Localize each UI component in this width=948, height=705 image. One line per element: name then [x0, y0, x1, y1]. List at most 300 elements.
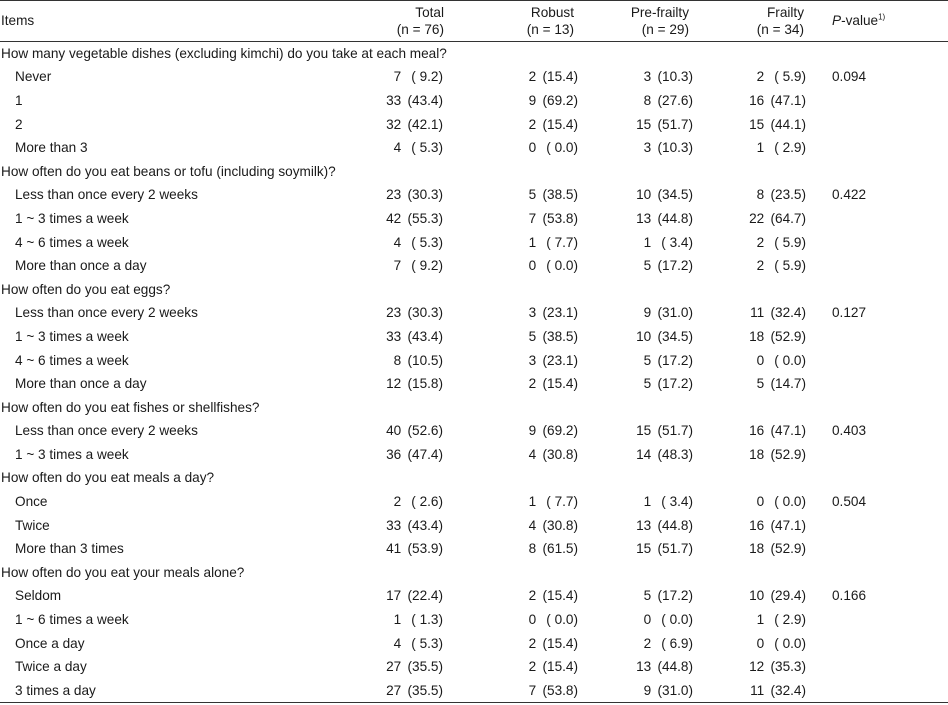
- p-value-cell: [808, 207, 948, 231]
- p-value-cell: [808, 112, 948, 136]
- cell-frailty: [693, 584, 808, 608]
- cell-total: [318, 537, 448, 561]
- percent-value: ( 5.9): [774, 234, 806, 250]
- table-row: [0, 608, 948, 632]
- percent-value: (17.2): [657, 588, 693, 604]
- count-value: 11: [750, 305, 765, 321]
- count-value: 33: [386, 517, 402, 533]
- count-value: 2: [528, 69, 537, 85]
- cell-robust: [448, 254, 578, 278]
- cell-total: [318, 584, 448, 608]
- count-value: 16: [749, 92, 765, 108]
- cell-pre: [578, 207, 693, 231]
- count-value: 15: [636, 116, 652, 132]
- count-value: 4: [393, 234, 402, 250]
- cell-pre: [578, 348, 693, 372]
- count-value: 16: [749, 423, 765, 439]
- table-row: [0, 183, 948, 207]
- question-text: How often do you eat meals a day?: [1, 470, 215, 486]
- count-value: 5: [528, 187, 537, 203]
- percent-value: (22.4): [407, 588, 443, 604]
- table-row: [0, 372, 948, 396]
- cell-pre: [578, 490, 693, 514]
- percent-value: (15.8): [407, 376, 443, 392]
- cell-frailty: [693, 301, 808, 325]
- count-value: 5: [528, 328, 537, 344]
- cell-frailty: [693, 490, 808, 514]
- question-row: [0, 42, 948, 66]
- percent-value: (17.2): [657, 352, 693, 368]
- cell-frailty: [693, 679, 808, 703]
- response-option-label: More than once a day: [15, 258, 147, 274]
- count-value: 0: [528, 140, 537, 156]
- table-row: [0, 230, 948, 254]
- count-value: 17: [386, 588, 402, 604]
- count-value: 10: [749, 588, 765, 604]
- cell-pre: [578, 584, 693, 608]
- cell-frailty: [693, 419, 808, 443]
- response-option-label: 4 ~ 6 times a week: [15, 352, 129, 368]
- count-value: 27: [386, 682, 402, 698]
- header-p-value: [808, 1, 948, 42]
- percent-value: (34.5): [657, 187, 693, 203]
- question-text: How often do you eat eggs?: [1, 281, 171, 297]
- percent-value: ( 5.3): [411, 140, 443, 156]
- count-value: 2: [528, 588, 537, 604]
- percent-value: (10.3): [657, 140, 693, 156]
- percent-value: (55.3): [407, 210, 443, 226]
- cell-total: [318, 230, 448, 254]
- percent-value: ( 0.0): [546, 258, 578, 274]
- percent-value: ( 0.0): [546, 140, 578, 156]
- cell-frailty: [693, 65, 808, 89]
- cell-total: [318, 325, 448, 349]
- cell-frailty: [693, 230, 808, 254]
- cell-frailty: [693, 89, 808, 113]
- count-value: 12: [749, 659, 765, 675]
- count-value: 13: [636, 659, 652, 675]
- count-value: 23: [386, 305, 402, 321]
- percent-value: (69.2): [542, 423, 578, 439]
- cell-robust: [448, 325, 578, 349]
- cell-robust: [448, 89, 578, 113]
- percent-value: ( 3.4): [661, 494, 693, 510]
- percent-value: (48.3): [657, 446, 693, 462]
- cell-frailty: [693, 537, 808, 561]
- cell-pre: [578, 183, 693, 207]
- cell-robust: [448, 537, 578, 561]
- p-value-cell: [808, 655, 948, 679]
- percent-value: (44.8): [657, 659, 693, 675]
- cell-robust: [448, 112, 578, 136]
- percent-value: (30.8): [542, 446, 578, 462]
- p-value-cell: [808, 608, 948, 632]
- count-value: 5: [643, 376, 652, 392]
- count-value: 42: [386, 210, 402, 226]
- percent-value: (53.8): [542, 682, 578, 698]
- percent-value: ( 0.0): [774, 635, 806, 651]
- percent-value: ( 0.0): [661, 612, 693, 628]
- header-row: [0, 1, 948, 42]
- cell-total: [318, 490, 448, 514]
- cell-total: [318, 443, 448, 467]
- count-value: 18: [749, 541, 765, 557]
- percent-value: (35.5): [407, 659, 443, 675]
- cell-robust: [448, 679, 578, 703]
- percent-value: ( 9.2): [411, 258, 443, 274]
- header-p-rest: -value: [841, 13, 879, 28]
- cell-total: [318, 608, 448, 632]
- count-value: 1: [393, 612, 402, 628]
- question-text: How many vegetable dishes (excluding kimchi) do you take at each meal?: [1, 46, 447, 62]
- percent-value: (43.4): [407, 92, 443, 108]
- header-frailty-n: (n = 34): [756, 22, 804, 37]
- count-value: 32: [386, 116, 402, 132]
- table-row: [0, 301, 948, 325]
- p-value-cell: [808, 679, 948, 703]
- percent-value: (43.4): [407, 328, 443, 344]
- percent-value: (44.8): [657, 517, 693, 533]
- count-value: 2: [756, 69, 765, 85]
- count-value: 18: [749, 328, 765, 344]
- cell-total: [318, 631, 448, 655]
- table-row: [0, 631, 948, 655]
- cell-total: [318, 301, 448, 325]
- response-option-label: More than 3: [15, 140, 88, 156]
- percent-value: (15.4): [542, 69, 578, 85]
- count-value: 40: [386, 423, 402, 439]
- question-text: How often do you eat fishes or shellfishes?: [1, 399, 260, 415]
- question-row: [0, 466, 948, 490]
- response-option-label: Twice a day: [15, 659, 87, 675]
- cell-total: [318, 207, 448, 231]
- percent-value: (61.5): [542, 541, 578, 557]
- response-option-label: Never: [15, 69, 52, 85]
- count-value: 8: [643, 92, 652, 108]
- p-value-cell: [808, 348, 948, 372]
- count-value: 9: [528, 423, 537, 439]
- percent-value: (23.1): [542, 352, 578, 368]
- count-value: 2: [528, 635, 537, 651]
- cell-robust: [448, 513, 578, 537]
- cell-frailty: [693, 443, 808, 467]
- count-value: 33: [386, 328, 402, 344]
- count-value: 33: [386, 92, 402, 108]
- cell-pre: [578, 325, 693, 349]
- percent-value: ( 0.0): [774, 352, 806, 368]
- percent-value: (10.5): [407, 352, 443, 368]
- p-value-cell: [808, 325, 948, 349]
- percent-value: (35.5): [407, 682, 443, 698]
- cell-pre: [578, 443, 693, 467]
- cell-total: [318, 65, 448, 89]
- p-value-cell: [808, 230, 948, 254]
- percent-value: ( 2.6): [411, 494, 443, 510]
- percent-value: ( 9.2): [411, 69, 443, 85]
- count-value: 1: [643, 234, 652, 250]
- cell-robust: [448, 584, 578, 608]
- count-value: 3: [528, 305, 537, 321]
- header-frailty-label: Frailty: [766, 5, 804, 20]
- percent-value: (23.1): [542, 305, 578, 321]
- p-value-cell: [808, 631, 948, 655]
- response-option-label: 1 ~ 3 times a week: [15, 328, 129, 344]
- p-value-cell: [808, 443, 948, 467]
- cell-pre: [578, 230, 693, 254]
- percent-value: (27.6): [657, 92, 693, 108]
- percent-value: (51.7): [657, 423, 693, 439]
- count-value: 23: [386, 187, 402, 203]
- cell-frailty: [693, 183, 808, 207]
- count-value: 0: [528, 612, 537, 628]
- p-value-cell: [808, 89, 948, 113]
- cell-total: [318, 419, 448, 443]
- percent-value: ( 5.9): [774, 258, 806, 274]
- percent-value: ( 2.9): [774, 140, 806, 156]
- percent-value: ( 2.9): [774, 612, 806, 628]
- cell-total: [318, 679, 448, 703]
- question-row: [0, 159, 948, 183]
- percent-value: ( 5.3): [411, 234, 443, 250]
- p-value-cell: 0.504: [832, 494, 867, 510]
- p-value-cell: 0.166: [832, 588, 867, 604]
- table-row: [0, 490, 948, 514]
- percent-value: (42.1): [407, 116, 443, 132]
- count-value: 18: [749, 446, 765, 462]
- cell-pre: [578, 679, 693, 703]
- percent-value: ( 7.7): [546, 494, 578, 510]
- percent-value: ( 6.9): [661, 635, 693, 651]
- cell-robust: [448, 230, 578, 254]
- response-option-label: 1 ~ 3 times a week: [15, 210, 129, 226]
- cell-pre: [578, 655, 693, 679]
- percent-value: (17.2): [657, 258, 693, 274]
- table-body: [0, 42, 948, 703]
- count-value: 1: [756, 612, 765, 628]
- response-option-label: 4 ~ 6 times a week: [15, 234, 129, 250]
- count-value: 2: [643, 635, 652, 651]
- response-option-label: Once a day: [15, 635, 85, 651]
- percent-value: (15.4): [542, 588, 578, 604]
- count-value: 0: [528, 258, 537, 274]
- count-value: 14: [636, 446, 652, 462]
- percent-value: (31.0): [657, 305, 693, 321]
- percent-value: (23.5): [770, 187, 806, 203]
- percent-value: (52.9): [770, 446, 806, 462]
- cell-frailty: [693, 112, 808, 136]
- cell-total: [318, 513, 448, 537]
- percent-value: (15.4): [542, 116, 578, 132]
- cell-robust: [448, 348, 578, 372]
- count-value: 12: [386, 376, 402, 392]
- cell-frailty: [693, 254, 808, 278]
- cell-pre: [578, 537, 693, 561]
- cell-robust: [448, 183, 578, 207]
- percent-value: (29.4): [770, 588, 806, 604]
- count-value: 5: [643, 258, 652, 274]
- cell-robust: [448, 207, 578, 231]
- percent-value: (31.0): [657, 682, 693, 698]
- cell-total: [318, 136, 448, 160]
- header-items: Items: [0, 1, 318, 42]
- table-header: [0, 1, 948, 42]
- count-value: 7: [393, 69, 402, 85]
- cell-robust: [448, 608, 578, 632]
- p-value-cell: 0.403: [832, 423, 867, 439]
- percent-value: (53.9): [407, 541, 443, 557]
- percent-value: (69.2): [542, 92, 578, 108]
- percent-value: (53.8): [542, 210, 578, 226]
- percent-value: (15.4): [542, 635, 578, 651]
- header-robust-n: (n = 13): [526, 22, 574, 37]
- count-value: 1: [528, 234, 537, 250]
- percent-value: (38.5): [542, 187, 578, 203]
- count-value: 7: [393, 258, 402, 274]
- count-value: 3: [643, 140, 652, 156]
- count-value: 2: [756, 234, 765, 250]
- table-row: [0, 584, 948, 608]
- percent-value: (44.1): [770, 116, 806, 132]
- cell-pre: [578, 65, 693, 89]
- count-value: 1: [756, 140, 765, 156]
- count-value: 13: [636, 210, 652, 226]
- header-prefrailty-label: Pre-frailty: [630, 5, 689, 20]
- response-option-label: Less than once every 2 weeks: [15, 187, 198, 203]
- percent-value: ( 3.4): [661, 234, 693, 250]
- count-value: 1: [528, 494, 537, 510]
- cell-pre: [578, 608, 693, 632]
- p-value-cell: 0.094: [832, 69, 867, 85]
- cell-total: [318, 89, 448, 113]
- cell-frailty: [693, 608, 808, 632]
- cell-robust: [448, 65, 578, 89]
- percent-value: (30.8): [542, 517, 578, 533]
- count-value: 4: [393, 635, 402, 651]
- count-value: 9: [643, 305, 652, 321]
- count-value: 36: [386, 446, 402, 462]
- count-value: 8: [756, 187, 765, 203]
- percent-value: (47.1): [770, 423, 806, 439]
- cell-frailty: [693, 207, 808, 231]
- cell-total: [318, 183, 448, 207]
- response-option-label: Seldom: [15, 588, 62, 604]
- table-row: [0, 419, 948, 443]
- table-row: [0, 513, 948, 537]
- count-value: 5: [643, 588, 652, 604]
- response-option-label: 3 times a day: [0, 679, 318, 703]
- percent-value: (32.4): [770, 682, 806, 698]
- table-row: [0, 136, 948, 160]
- table-row: [0, 443, 948, 467]
- count-value: 1: [643, 494, 652, 510]
- response-option-label: 1: [15, 92, 23, 108]
- count-value: 2: [393, 494, 402, 510]
- count-value: 9: [528, 92, 537, 108]
- table-row: [0, 89, 948, 113]
- header-frailty: [693, 1, 808, 42]
- header-total-label: Total: [415, 5, 444, 20]
- table-row: [0, 254, 948, 278]
- cell-pre: [578, 513, 693, 537]
- percent-value: (52.9): [770, 328, 806, 344]
- p-value-cell: [808, 254, 948, 278]
- cell-robust: [448, 301, 578, 325]
- header-robust-label: Robust: [530, 5, 574, 20]
- cell-pre: [578, 89, 693, 113]
- percent-value: (43.4): [407, 517, 443, 533]
- question-row: [0, 561, 948, 585]
- percent-value: (30.3): [407, 305, 443, 321]
- count-value: 11: [750, 682, 765, 698]
- count-value: 41: [386, 541, 402, 557]
- header-p-italic: P: [832, 13, 842, 28]
- cell-pre: [578, 136, 693, 160]
- header-total: [318, 1, 448, 42]
- percent-value: (17.2): [657, 376, 693, 392]
- percent-value: (47.1): [770, 92, 806, 108]
- percent-value: (64.7): [770, 210, 806, 226]
- percent-value: (52.6): [407, 423, 443, 439]
- cell-robust: [448, 655, 578, 679]
- response-option-label: 1 ~ 3 times a week: [15, 446, 129, 462]
- p-value-cell: 0.127: [832, 305, 867, 321]
- response-option-label: Twice: [15, 517, 50, 533]
- cell-total: [318, 372, 448, 396]
- percent-value: (51.7): [657, 116, 693, 132]
- count-value: 2: [528, 116, 537, 132]
- count-value: 0: [756, 494, 765, 510]
- cell-robust: [448, 372, 578, 396]
- count-value: 10: [636, 328, 652, 344]
- table-row: [0, 655, 948, 679]
- count-value: 2: [528, 659, 537, 675]
- percent-value: ( 0.0): [546, 612, 578, 628]
- percent-value: (35.3): [770, 659, 806, 675]
- count-value: 22: [749, 210, 765, 226]
- cell-total: [318, 348, 448, 372]
- cell-robust: [448, 443, 578, 467]
- count-value: 16: [749, 517, 765, 533]
- count-value: 3: [528, 352, 537, 368]
- response-option-label: Less than once every 2 weeks: [15, 305, 198, 321]
- table-row: [0, 207, 948, 231]
- p-value-cell: [808, 513, 948, 537]
- p-value-cell: [808, 537, 948, 561]
- count-value: 2: [528, 376, 537, 392]
- percent-value: (47.4): [407, 446, 443, 462]
- cell-robust: [448, 631, 578, 655]
- cell-robust: [448, 490, 578, 514]
- count-value: 7: [528, 682, 537, 698]
- cell-frailty: [693, 631, 808, 655]
- table-row: [0, 679, 948, 703]
- percent-value: (32.4): [770, 305, 806, 321]
- response-option-label: 2: [15, 116, 23, 132]
- count-value: 5: [643, 352, 652, 368]
- question-row: [0, 395, 948, 419]
- response-option-label: Less than once every 2 weeks: [15, 423, 198, 439]
- cell-pre: [578, 419, 693, 443]
- cell-frailty: [693, 513, 808, 537]
- table-row: [0, 325, 948, 349]
- cell-robust: [448, 136, 578, 160]
- table-row: [0, 65, 948, 89]
- count-value: 5: [756, 376, 765, 392]
- count-value: 0: [756, 635, 765, 651]
- header-p-footnote-marker: 1): [878, 12, 886, 22]
- header-robust: [448, 1, 578, 42]
- count-value: 15: [749, 116, 765, 132]
